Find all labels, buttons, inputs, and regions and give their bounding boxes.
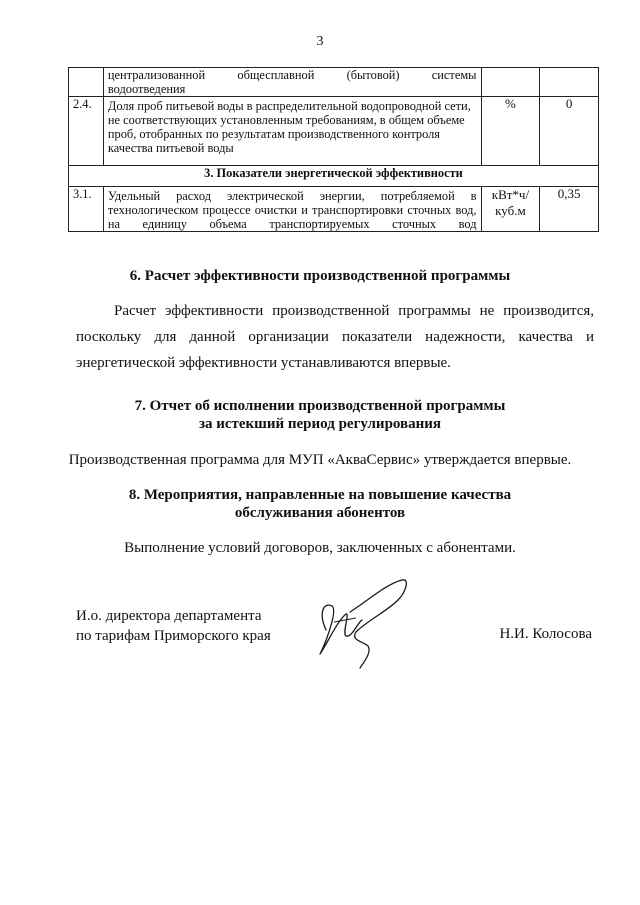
table-row xyxy=(69,97,599,166)
word: централизованной xyxy=(107,68,206,82)
row-unit: % xyxy=(481,97,540,166)
row-unit: кВт*ч/ куб.м xyxy=(481,187,540,232)
section-7-text: Производственная программа для МУП «АкваСервис» утверждается впервые. xyxy=(68,452,572,468)
signatory-name: Н.И. Колосова xyxy=(499,626,592,642)
section-6-heading: 6. Расчет эффективности производственной программы xyxy=(129,268,511,284)
page-number: 3 xyxy=(316,34,324,49)
row-value-empty xyxy=(540,68,599,97)
row-description: Удельный расход электрической энергии, потребляемой в технологическом процессе очистки и транспортировки сточных вод, на единицу объема транспортируемых сточных вод xyxy=(103,187,481,232)
word: (бытовой) xyxy=(346,68,400,82)
row-value: 0 xyxy=(540,97,599,166)
handwritten-signature xyxy=(306,572,416,677)
row-unit-empty xyxy=(481,68,540,97)
word: общесплавной xyxy=(237,68,315,82)
row-number: 2.4. xyxy=(69,97,104,166)
signatory-position-line1: И.о. директора департамента xyxy=(76,608,262,624)
row-number: 3.1. xyxy=(69,187,104,232)
section-8-heading-line1: 8. Мероприятия, направленные на повышение качества xyxy=(128,487,512,503)
signatory-position-line2: по тарифам Приморского края xyxy=(76,628,271,644)
indicators-table xyxy=(68,67,599,232)
table-section-row xyxy=(69,166,599,187)
section-6-text: Расчет эффективности производственной программы не производится, поскольку для данной организации показатели надежности, качества и энергетической эффективности устанавливаются впервые. xyxy=(76,303,594,371)
row-description xyxy=(103,68,481,97)
row-description-line2: водоотведения xyxy=(107,82,186,96)
row-description: Доля проб питьевой воды в распределительной водопроводной сети, не соответствующих установленным требованиям, в общем объеме проб, отобранных по результатам производственного контроля качества питьевой воды xyxy=(103,97,481,166)
word: системы xyxy=(431,68,477,82)
row-value: 0,35 xyxy=(540,187,599,232)
section-8-heading-line2: обслуживания абонентов xyxy=(234,505,406,521)
table-row xyxy=(69,187,599,232)
section-8-text: Выполнение условий договоров, заключенных с абонентами. xyxy=(124,540,516,556)
section-7-heading-line1: 7. Отчет об исполнении производственной программы xyxy=(134,398,506,414)
row-description-line1 xyxy=(108,68,477,82)
signatory-position xyxy=(76,606,271,646)
row-number-empty xyxy=(69,68,104,97)
table-row xyxy=(69,68,599,97)
section-3-title: 3. Показатели энергетической эффективности xyxy=(69,166,599,187)
section-7-heading-line2: за истекший период регулирования xyxy=(198,416,442,432)
